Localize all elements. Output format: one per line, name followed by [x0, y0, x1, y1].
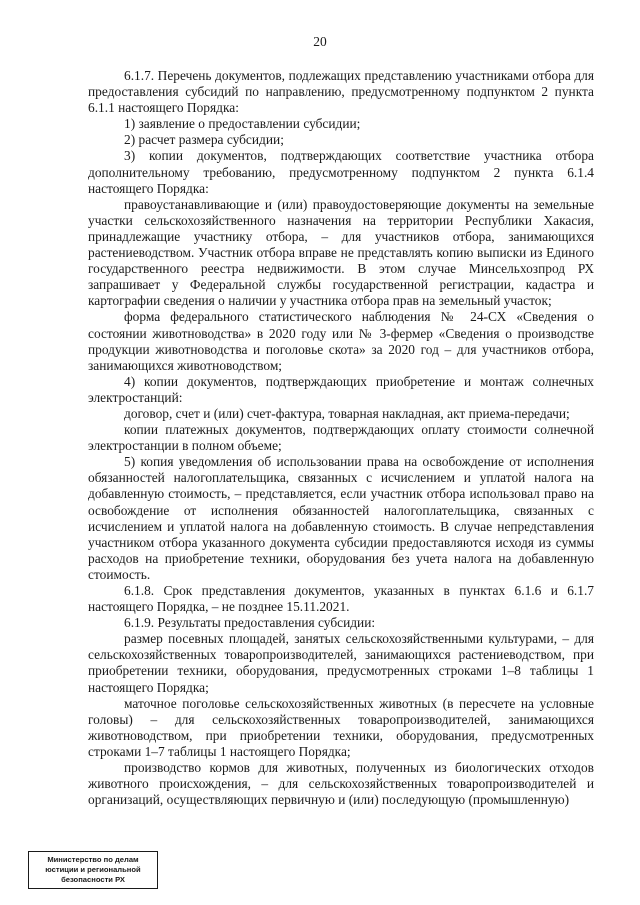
paragraph-6-1-7: 6.1.7. Перечень документов, подлежащих представлению участниками отбора для предоставления субсидий по направлению, предусмотренному подпунктом 2 пункта 6.1.1 настоящего Порядка:	[88, 68, 594, 116]
paragraph-contract: договор, счет и (или) счет-фактура, товарная накладная, акт приема-передачи;	[124, 405, 570, 421]
list-item-2: 2) расчет размера субсидии;	[124, 132, 284, 148]
paragraph-sown-area: размер посевных площадей, занятых сельскохозяйственными культурами, – для сельскохозяйственных товаропроизводителей, занимающихся растениеводством, при приобретении техники, оборудования, предусмотренных строками 1–8 таблицы 1 настоящего Порядка;	[88, 631, 594, 695]
stamp-line-2: юстиции и региональной	[45, 865, 141, 874]
list-item-5: 5) копия уведомления об использовании права на освобождение от исполнения обязанностей налогоплательщика, связанных с исчислением и уплатой налога на добавленную стоимость, – представляется, если участник отбора использовал право на освобождение от исполнения обязанностей налогоплательщика, связанных с исчислением и уплатой налога на добавленную стоимость. В случае непредставления участником отбора указанного документа субсидии предоставляются исходя из суммы расходов на приобретение техники, оборудования без учета налога на добавленную стоимость.	[88, 454, 594, 582]
paragraph-feed-production: производство кормов для животных, полученных из биологических отходов животного происхождения, – для сельскохозяйственных товаропроизводителей и организаций, осуществляющих первичную и (или) последующую (промышленную)	[88, 760, 594, 808]
page-number: 20	[313, 34, 327, 49]
paragraph-6-1-8: 6.1.8. Срок представления документов, указанных в пунктах 6.1.6 и 6.1.7 настоящего Порядка, – не позднее 15.11.2021.	[88, 583, 594, 615]
paragraph-land-documents: правоустанавливающие и (или) правоудостоверяющие документы на земельные участки сельскохозяйственного назначения на территории Республики Хакасия, принадлежащие участнику отбора, – для участников отбора, занимающихся растениеводством. Участник отбора вправе не представлять копию выписки из Единого государственного реестра недвижимости. В этом случае Минсельхозпрод РХ запрашивает у Федеральной службы государственной регистрации, кадастра и картографии сведения о наличии у участника отбора прав на земельный участок;	[88, 196, 594, 309]
paragraph-payment-documents: копии платежных документов, подтверждающих оплату стоимости солнечной электростанции в полном объеме;	[88, 422, 594, 454]
paragraph-livestock: маточное поголовье сельскохозяйственных животных (в пересчете на условные головы) – для сельскохозяйственных товаропроизводителей, занимающихся животноводством, при приобретении техники, оборудования, предусмотренных строками 1–7 таблицы 1 настоящего Порядка;	[88, 695, 594, 759]
document-body	[88, 68, 594, 808]
paragraph-6-1-9: 6.1.9. Результаты предоставления субсидии:	[124, 615, 376, 631]
stamp-line-1: Министерство по делам	[47, 855, 139, 864]
stamp-line-3: безопасности РХ	[61, 875, 125, 884]
ministry-stamp	[28, 851, 158, 889]
paragraph-statistical-form: форма федерального статистического наблюдения № 24-СХ «Сведения о состоянии животноводства» в 2020 году или № 3-фермер «Сведения о производстве продукции животноводства и поголовье скота» за 2020 год – для участников отбора, занимающихся животноводством;	[88, 309, 594, 373]
list-item-4: 4) копии документов, подтверждающих приобретение и монтаж солнечных электростанций:	[88, 373, 594, 405]
list-item-1: 1) заявление о предоставлении субсидии;	[124, 116, 361, 132]
list-item-3: 3) копии документов, подтверждающих соответствие участника отбора дополнительному требованию, предусмотренному подпунктом 2 пункта 6.1.4 настоящего Порядка:	[88, 148, 594, 196]
